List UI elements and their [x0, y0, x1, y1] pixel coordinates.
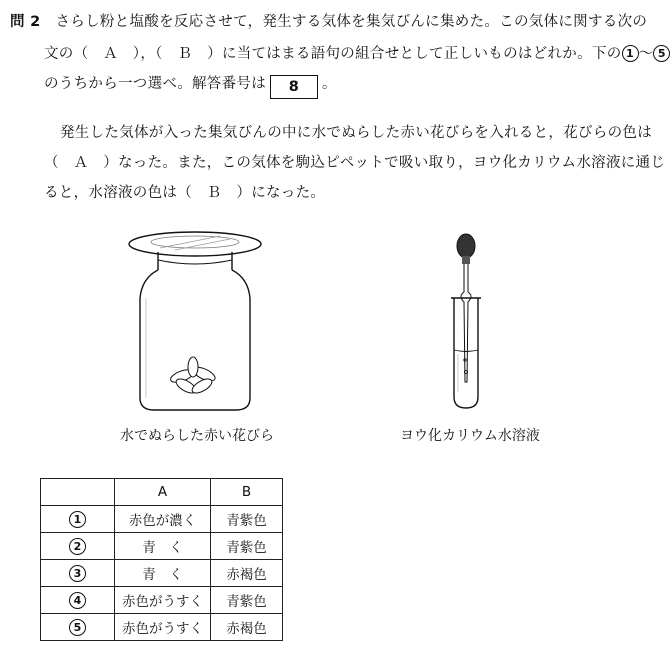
choice-number: 3	[69, 565, 86, 582]
question-text-1: さらし粉と塩酸を反応させて，発生する気体を集気びんに集めた。この気体に関する次の	[55, 14, 648, 30]
choice-b-cell: 青紫色	[211, 506, 283, 533]
choice-b-cell: 青紫色	[211, 587, 283, 614]
question-text-2: 文の（ Ａ ），（ Ｂ ）に当てはまる語句の組合せとして正しいものはどれか。下の	[44, 46, 622, 62]
test-tube-pipette-illustration	[436, 232, 496, 412]
left-figure-caption: 水でぬらした赤い花びら	[120, 428, 274, 444]
question-number: 問 2	[10, 14, 41, 30]
question-line-1	[10, 10, 647, 31]
choice-b-cell: 赤褐色	[211, 560, 283, 587]
header-num	[41, 479, 115, 506]
choice-a-cell: 青 く	[115, 533, 211, 560]
table-row	[41, 587, 283, 614]
table-row	[41, 560, 283, 587]
choice-a-cell: 赤色がうすく	[115, 614, 211, 641]
passage-line-2: （ Ａ ）なった。また，この気体を駒込ピペットで吸い取り，ヨウ化カリウム水溶液に通じ	[44, 155, 666, 171]
choice-number-cell	[41, 560, 115, 587]
choice-number: 2	[69, 538, 86, 555]
question-line-3	[44, 72, 337, 99]
choice-number: 1	[69, 511, 86, 528]
header-b: B	[211, 479, 283, 506]
question-line-2	[44, 42, 670, 63]
choice-a-cell: 青 く	[115, 560, 211, 587]
choice-number-cell	[41, 587, 115, 614]
choice-number: 5	[69, 619, 86, 636]
question-text-end: 。	[322, 76, 337, 92]
choice-a-cell: 赤色がうすく	[115, 587, 211, 614]
range-start-marker: 1	[622, 45, 639, 62]
question-text-3: のうちから一つ選べ。解答番号は	[44, 76, 266, 92]
choice-a-cell: 赤色が濃く	[115, 506, 211, 533]
table-row	[41, 533, 283, 560]
answer-number-box: 8	[270, 75, 318, 99]
range-end-marker: 5	[653, 45, 670, 62]
choice-b-cell: 赤褐色	[211, 614, 283, 641]
table-row	[41, 506, 283, 533]
choice-number-cell	[41, 506, 115, 533]
choice-number-cell	[41, 614, 115, 641]
answer-choices-table	[40, 478, 283, 641]
gas-jar-illustration	[120, 228, 270, 418]
choice-number-cell	[41, 533, 115, 560]
table-row	[41, 614, 283, 641]
right-figure-caption: ヨウ化カリウム水溶液	[400, 428, 540, 444]
choice-number: 4	[69, 592, 86, 609]
passage-line-3: ると，水溶液の色は（ Ｂ ）になった。	[44, 185, 326, 201]
header-a: A	[115, 479, 211, 506]
choice-b-cell: 青紫色	[211, 533, 283, 560]
table-header-row	[41, 479, 283, 506]
range-separator: ～	[638, 46, 654, 62]
passage-line-1: 発生した気体が入った集気びんの中に水でぬらした赤い花びらを入れると，花びらの色は	[60, 125, 652, 141]
